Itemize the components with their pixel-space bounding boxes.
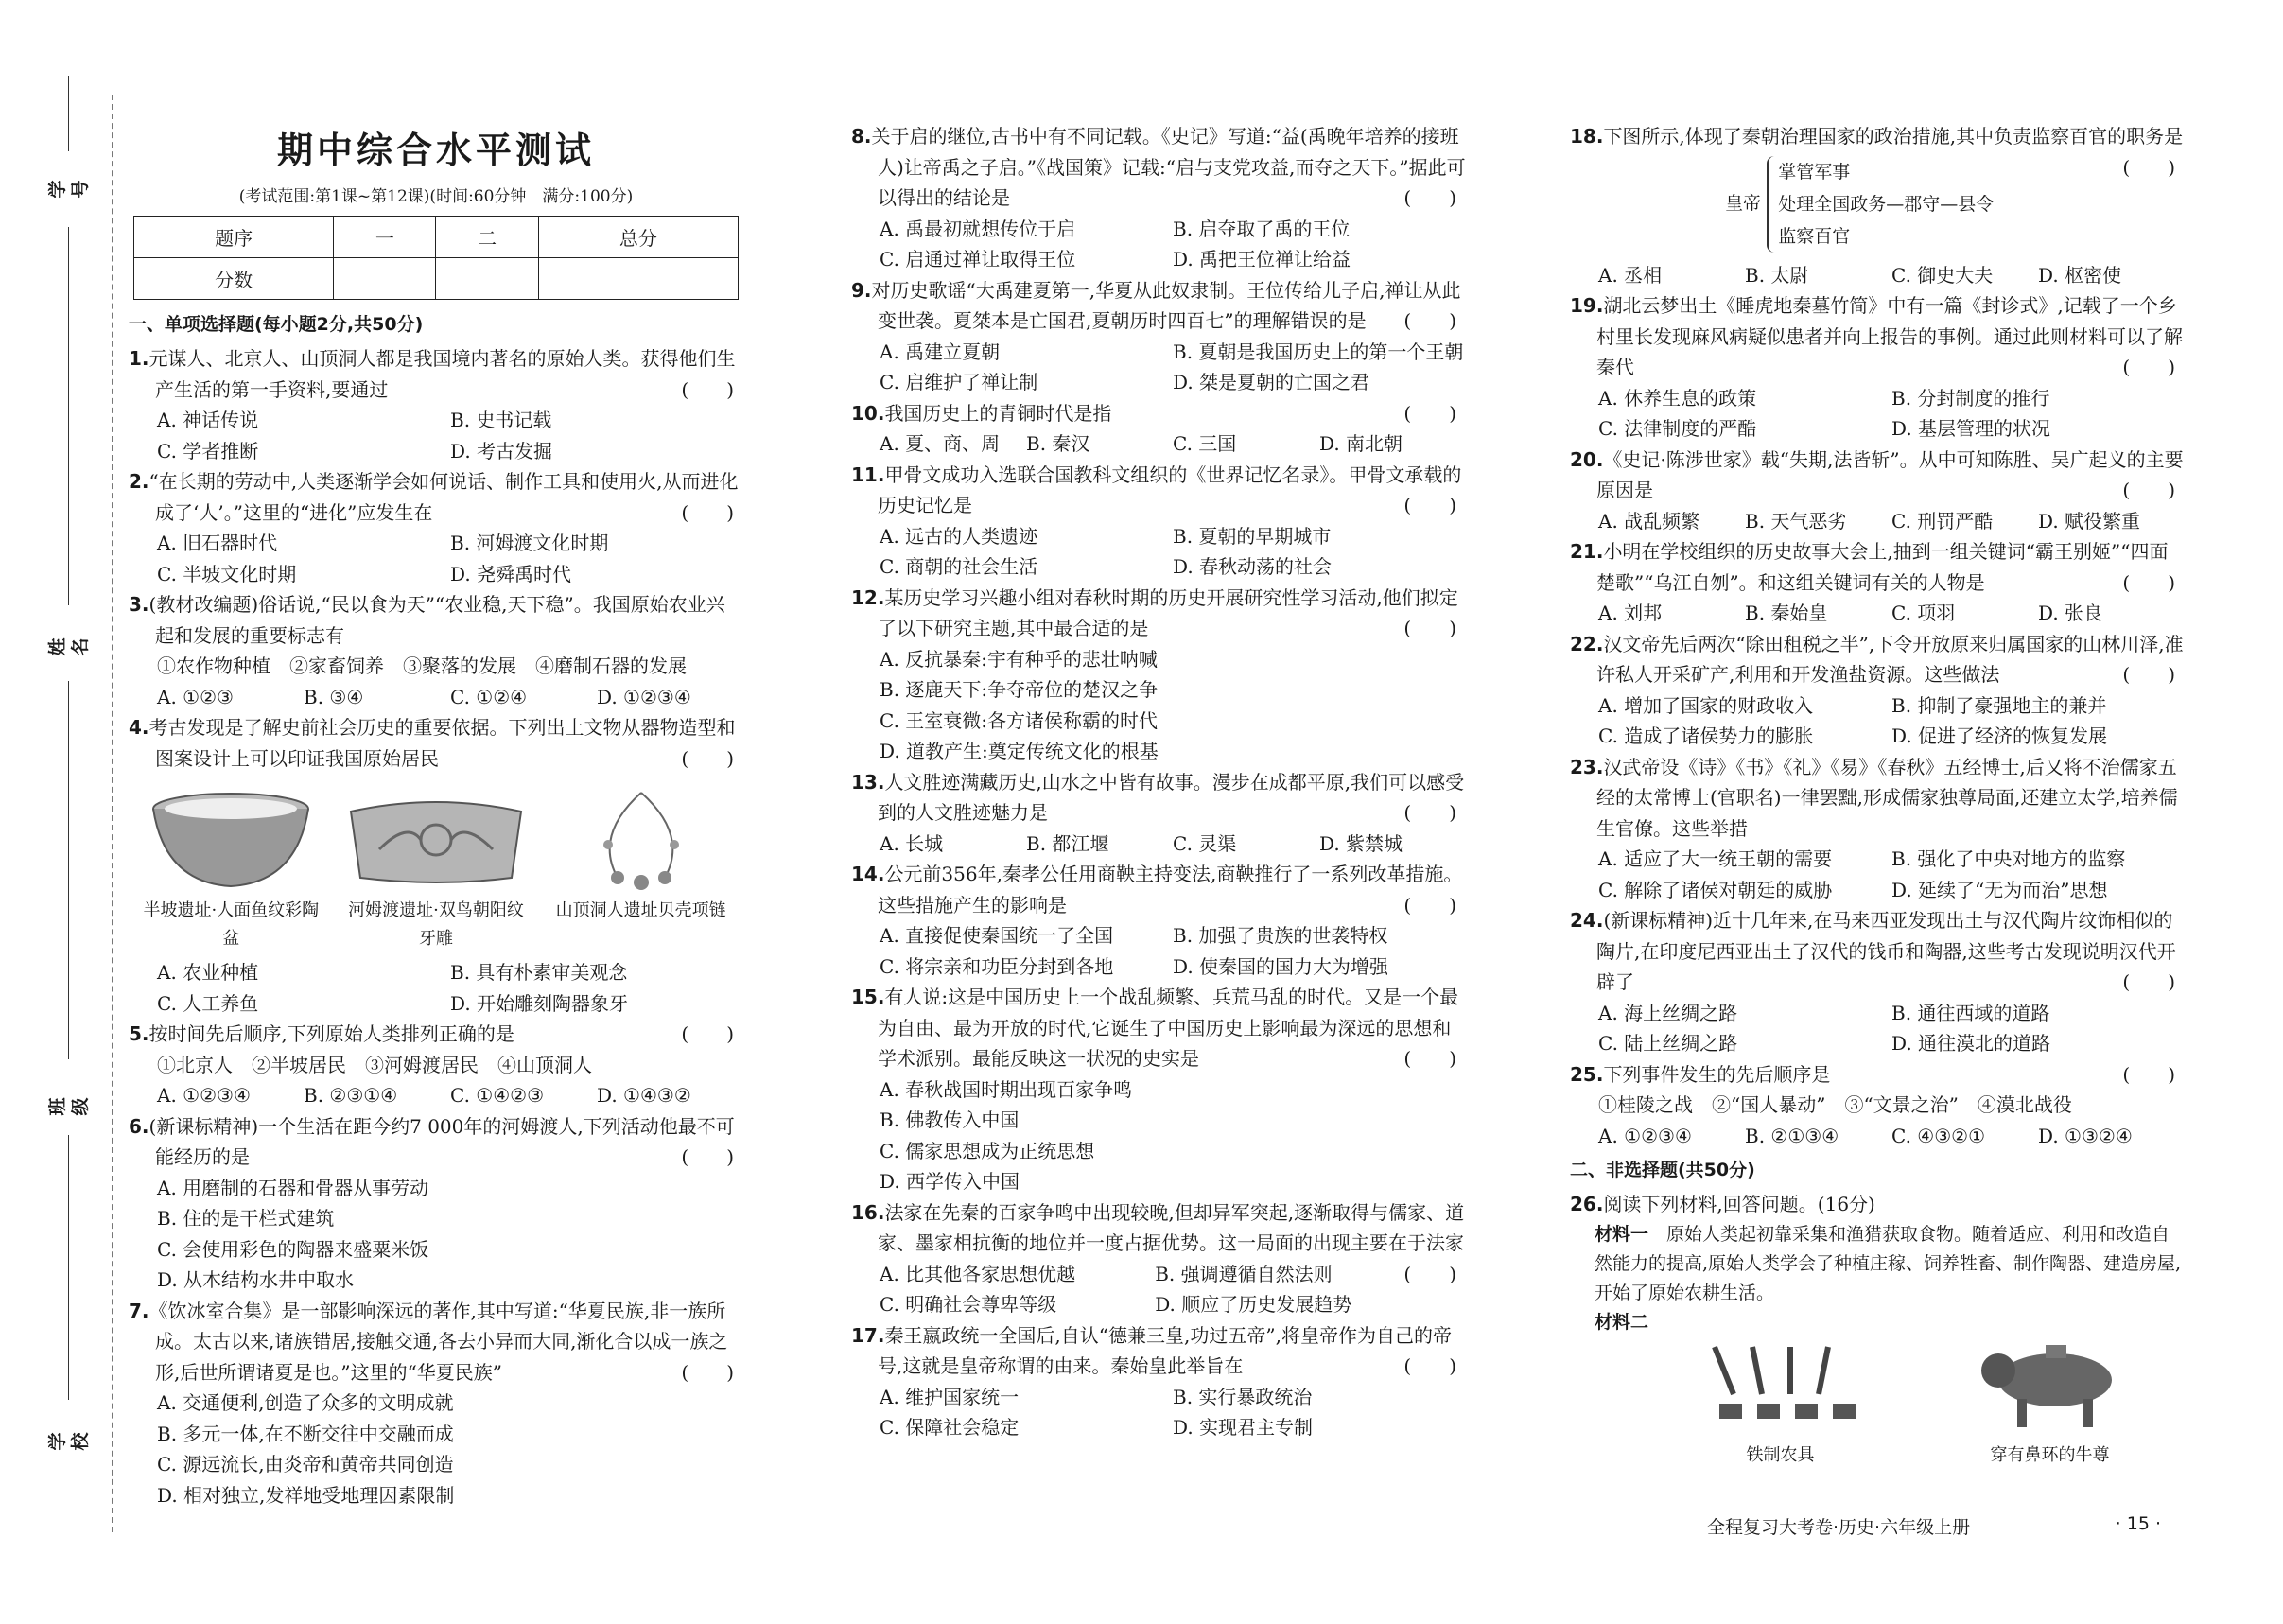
option[interactable]: A. 春秋战国时期出现百家争鸣 bbox=[880, 1077, 1133, 1101]
name-label: 姓名 bbox=[47, 637, 91, 656]
hierarchy-diagram bbox=[1570, 156, 2149, 253]
question bbox=[851, 460, 1466, 583]
score-cell: 分数 bbox=[134, 258, 334, 300]
question-stem: 秦王嬴政统一全国后,自认“德兼三皇,功过五帝”,将皇帝作为自己的帝号,这就是皇帝称谓的由来。秦始皇此举旨在 bbox=[878, 1323, 1452, 1377]
option[interactable]: A. ①②③④ bbox=[1598, 1124, 1692, 1147]
question-stem: 阅读下列材料,回答问题。(16分) bbox=[1603, 1193, 1875, 1215]
option[interactable]: A. 用磨制的石器和骨器从事劳动 bbox=[157, 1176, 429, 1199]
school-label: 学校 bbox=[47, 1432, 91, 1451]
question bbox=[1570, 629, 2185, 752]
option[interactable]: C. 半坡文化时期 bbox=[157, 562, 297, 585]
option[interactable]: B. 夏朝是我国历史上的第一个王朝 bbox=[1173, 340, 1464, 363]
question-number: 22. bbox=[1570, 632, 1604, 655]
answer-paren[interactable]: ( ) bbox=[681, 1022, 734, 1045]
question-stem: 小明在学校组织的历史故事大会上,抽到一组关键词“霸王别姬”“四面楚歌”“乌江自刎”。和这组关键词有关的人物是 bbox=[1596, 540, 2169, 594]
option[interactable]: D. 尧舜禹时代 bbox=[450, 562, 572, 585]
figure-painted-basin bbox=[136, 783, 325, 953]
question bbox=[851, 121, 1466, 275]
question-number: 12. bbox=[851, 585, 885, 609]
answer-paren[interactable]: ( ) bbox=[1403, 801, 1456, 824]
question-number: 16. bbox=[851, 1200, 885, 1224]
option[interactable]: B. 逐鹿天下:争夺帝位的楚汉之争 bbox=[880, 678, 1159, 701]
option[interactable]: B. 多元一体,在不断交往中交融而成 bbox=[157, 1422, 454, 1445]
question-stem: (新课标精神)一个生活在距今约7 000年的河姆渡人,下列活动他最不可能经历的是 bbox=[148, 1114, 735, 1168]
question-stem: 对历史歌谣“大禹建夏第一,华夏从此奴隶制。王位传给儿子启,禅让从此变世袭。夏桀本是亡国君,夏朝历时四百七”的理解错误的是 bbox=[871, 278, 1461, 332]
question bbox=[1570, 905, 2185, 1059]
question-number: 5. bbox=[129, 1022, 149, 1045]
option[interactable]: C. 灵渠 bbox=[1173, 831, 1237, 855]
option[interactable]: D. 紫禁城 bbox=[1319, 831, 1403, 855]
column-3 bbox=[1570, 121, 2185, 1470]
answer-paren[interactable]: ( ) bbox=[1403, 1047, 1456, 1070]
option[interactable]: C. ①④②③ bbox=[450, 1084, 545, 1107]
question-stem: 汉文帝先后两次“除田租税之半”,下令开放原来归属国家的山林川泽,准许私人开采矿产,利用和开发渔盐资源。这些做法 bbox=[1596, 632, 2184, 686]
question-number: 1. bbox=[129, 347, 149, 370]
option[interactable]: A. 远古的人类遗迹 bbox=[880, 524, 1038, 548]
answer-paren[interactable]: ( ) bbox=[2122, 356, 2175, 378]
question-stem: 湖北云梦出土《睡虎地秦墓竹简》中有一篇《封诊式》,记载了一个乡村里长发现麻风病疑似患者并向上报告的事例。通过此则材料可以了解秦代 bbox=[1596, 294, 2183, 378]
option[interactable]: B. 太尉 bbox=[1745, 263, 1809, 287]
question-number: 3. bbox=[129, 593, 149, 616]
option[interactable]: A. 禹最初就想传位于启 bbox=[880, 217, 1076, 240]
artifact-figures bbox=[129, 783, 743, 953]
question-number: 26. bbox=[1570, 1193, 1604, 1215]
option[interactable]: A. 夏、商、周 bbox=[880, 432, 1001, 455]
option[interactable]: D. 促进了经济的恢复发展 bbox=[1891, 725, 2108, 747]
option[interactable]: B. 河姆渡文化时期 bbox=[450, 532, 609, 554]
pottery-basin-icon bbox=[146, 788, 316, 892]
question bbox=[129, 589, 743, 712]
question bbox=[129, 712, 743, 1019]
option[interactable]: D. 枢密使 bbox=[2038, 263, 2122, 287]
option[interactable]: C. 将宗亲和功臣分封到各地 bbox=[880, 954, 1114, 978]
figure-caption: 穿有鼻环的牛尊 bbox=[1990, 1444, 2110, 1465]
question-number: 6. bbox=[129, 1114, 149, 1138]
option[interactable]: C. 项羽 bbox=[1891, 602, 1956, 624]
material-label: 材料一 bbox=[1595, 1223, 1649, 1245]
question bbox=[1570, 121, 2185, 290]
answer-paren[interactable]: ( ) bbox=[2122, 1062, 2175, 1086]
question-stem: 关于启的继位,古书中有不同记载。《史记》写道:“益(禹晚年培养的接班人)让帝禹之子启。”《战国策》记载:“启与支党攻益,而夺之天下。”据此可以得出的结论是 bbox=[871, 125, 1466, 209]
answer-paren[interactable]: ( ) bbox=[1403, 401, 1456, 425]
question-stem: 元谋人、北京人、山顶洞人都是我国境内著名的原始人类。获得他们生产生活的第一手资料,要通过 bbox=[148, 347, 736, 401]
answer-paren[interactable]: ( ) bbox=[2122, 970, 2175, 993]
option[interactable]: A. 反抗暴秦:宇有种乎的悲壮呐喊 bbox=[880, 647, 1158, 671]
option[interactable]: B. ②①③④ bbox=[1745, 1124, 1839, 1147]
answer-paren[interactable]: ( ) bbox=[1403, 186, 1456, 209]
answer-paren[interactable]: ( ) bbox=[1403, 1262, 1456, 1285]
option[interactable]: B. 夏朝的早期城市 bbox=[1173, 524, 1332, 548]
question-number: 11. bbox=[851, 463, 885, 486]
question-stem: 法家在先秦的百家争鸣中出现较晚,但却异军突起,逐渐取得与儒家、道家、墨家相抗衡的地位并一度占据优势。这一局面的出现主要在于法家 bbox=[878, 1200, 1465, 1254]
option[interactable]: C. 明确社会尊卑等级 bbox=[880, 1293, 1057, 1316]
option[interactable]: A. 神话传说 bbox=[157, 409, 259, 431]
option[interactable]: D. 禹把王位禅让给益 bbox=[1173, 248, 1351, 271]
figure-iron-tools bbox=[1686, 1337, 1875, 1470]
option[interactable]: D. 开始雕刻陶器象牙 bbox=[450, 991, 629, 1015]
option[interactable]: B. 强调遵循自然法则 bbox=[1155, 1262, 1333, 1285]
student-id-label: 学号 bbox=[47, 180, 91, 199]
exam-scope: (考试范围:第1课~第12课)(时间:60分钟 满分:100分) bbox=[238, 187, 634, 206]
necklace-icon bbox=[589, 788, 693, 892]
option[interactable]: B. 抑制了豪强地主的兼并 bbox=[1891, 693, 2107, 717]
option[interactable]: D. 延续了“无为而治”思想 bbox=[1891, 878, 2108, 901]
question-stem: (教材改编题)俗话说,“民以食为天”“农业稳,天下稳”。我国原始农业兴起和发展的重要标志有 bbox=[148, 593, 725, 647]
option[interactable]: D. ①③②④ bbox=[2038, 1124, 2133, 1147]
option[interactable]: D. 道教产生:奠定传统文化的根基 bbox=[880, 740, 1159, 762]
option[interactable]: D. 考古发掘 bbox=[450, 439, 553, 463]
question bbox=[851, 1197, 1466, 1320]
option[interactable]: A. 战乱频繁 bbox=[1598, 509, 1700, 533]
question bbox=[129, 1296, 743, 1511]
option[interactable]: B. 住的是干栏式建筑 bbox=[157, 1207, 335, 1230]
answer-paren[interactable]: ( ) bbox=[1403, 893, 1456, 917]
option[interactable]: D. 通往漠北的道路 bbox=[1891, 1032, 2051, 1055]
question-number: 14. bbox=[851, 863, 885, 885]
option[interactable]: C. 人工养鱼 bbox=[157, 991, 259, 1015]
book-title: 全程复习大考卷·历史·六年级上册 bbox=[1707, 1517, 1971, 1538]
figure-caption: 山顶洞人遗址贝壳项链 bbox=[555, 900, 726, 920]
question bbox=[129, 343, 743, 466]
question-stem: 人文胜迹满藏历史,山水之中皆有故事。漫步在成都平原,我们可以感受到的人文胜迹魅力是 bbox=[878, 770, 1465, 824]
question bbox=[129, 1019, 743, 1111]
option[interactable]: C. 刑罚严酷 bbox=[1891, 509, 1994, 533]
hierarchy-branch: 处理全国政务—郡守—县令 bbox=[1778, 193, 1995, 215]
score-input-cell[interactable] bbox=[334, 258, 436, 300]
score-cell: 题序 bbox=[134, 217, 334, 258]
class-line bbox=[68, 681, 69, 1059]
student-id-line bbox=[68, 76, 69, 151]
question-number: 2. bbox=[129, 470, 149, 493]
score-cell: 二 bbox=[436, 217, 538, 258]
answer-paren[interactable]: ( ) bbox=[681, 500, 734, 524]
question-number: 25. bbox=[1570, 1062, 1604, 1086]
binding-margin bbox=[0, 0, 142, 1624]
page-title: 期中综合水平测试 bbox=[276, 130, 595, 171]
option[interactable]: B. 加强了贵族的世袭特权 bbox=[1173, 924, 1388, 947]
option[interactable]: D. 实现君主专制 bbox=[1173, 1416, 1314, 1439]
cut-line bbox=[112, 95, 113, 1532]
question-stem: 有人说:这是中国历史上一个战乱频繁、兵荒马乱的时代。又是一个最为自由、最为开放的时代,它诞生了中国历史上影响最为深远的思想和学术派别。最能反映这一状况的史实是 bbox=[878, 986, 1459, 1070]
option[interactable]: B. 实行暴政统治 bbox=[1173, 1385, 1313, 1408]
question bbox=[1570, 1059, 2185, 1152]
material-one bbox=[1570, 1220, 2185, 1308]
question-26 bbox=[1570, 1189, 2185, 1470]
option[interactable]: B. 秦始皇 bbox=[1745, 602, 1828, 624]
option[interactable]: C. 学者推断 bbox=[157, 439, 259, 463]
bronze-ox-icon bbox=[1965, 1337, 2135, 1432]
option[interactable]: A. 丞相 bbox=[1598, 263, 1663, 287]
option[interactable]: C. 法律制度的严酷 bbox=[1598, 417, 1757, 440]
option[interactable]: C. 启维护了禅让制 bbox=[880, 371, 1038, 393]
page-number: · 15 · bbox=[2115, 1513, 2161, 1534]
score-table bbox=[133, 216, 739, 300]
option[interactable]: A. 禹建立夏朝 bbox=[880, 340, 1001, 363]
question-items: ①农作物种植 ②家畜饲养 ③聚落的发展 ④磨制石器的发展 bbox=[157, 655, 687, 677]
question-items: ①桂陵之战 ②“国人暴动” ③“文景之治” ④漠北战役 bbox=[1598, 1093, 2072, 1116]
answer-paren[interactable]: ( ) bbox=[681, 377, 734, 401]
question-number: 18. bbox=[1570, 125, 1604, 148]
option[interactable]: A. 比其他各家思想优越 bbox=[880, 1262, 1076, 1285]
answer-paren[interactable]: ( ) bbox=[681, 746, 734, 770]
question-stem: 汉武帝设《诗》《书》《礼》《易》《春秋》五经博士,后又将不治儒家五经的太常博士(官职名)一律罢黜,形成儒家独尊局面,还建立太学,培养儒生官僚。这些举措 bbox=[1596, 755, 2178, 840]
section-1-heading: 一、单项选择题(每小题2分,共50分) bbox=[129, 314, 424, 335]
section-2-heading: 二、非选择题(共50分) bbox=[1570, 1160, 1755, 1180]
question bbox=[851, 583, 1466, 767]
question-stem: 甲骨文成功入选联合国教科文组织的《世界记忆名录》。甲骨文承载的历史记忆是 bbox=[878, 463, 1462, 516]
hierarchy-branch: 掌管军事 bbox=[1778, 161, 1851, 183]
ivory-carving-icon bbox=[341, 793, 531, 887]
option[interactable]: C. ④③②① bbox=[1891, 1124, 1986, 1147]
option[interactable]: A. 休养生息的政策 bbox=[1598, 386, 1757, 410]
question-number: 17. bbox=[851, 1323, 885, 1347]
score-cell: 一 bbox=[334, 217, 436, 258]
question-stem: 下图所示,体现了秦朝治理国家的政治措施,其中负责监察百官的职务是 bbox=[1603, 125, 2184, 148]
question-stem: 公元前356年,秦孝公任用商鞅主持变法,商鞅推行了一系列改革措施。这些措施产生的影响是 bbox=[878, 863, 1463, 917]
option[interactable]: A. 增加了国家的财政收入 bbox=[1598, 693, 1814, 717]
question bbox=[851, 859, 1466, 982]
figure-shell-necklace bbox=[547, 783, 736, 953]
hierarchy-root: 皇帝 bbox=[1725, 193, 1762, 215]
material-text: 原始人类起初靠采集和渔猎获取食物。随着适应、利用和改造自然能力的提高,原始人类学会了种植庄稼、饲养牲畜、制作陶器、建造房屋,开始了原始农耕生活。 bbox=[1595, 1223, 2182, 1303]
hierarchy-branch: 监察百官 bbox=[1778, 225, 1851, 247]
option[interactable]: B. 分封制度的推行 bbox=[1891, 386, 2050, 410]
option[interactable]: B. 强化了中央对地方的监察 bbox=[1891, 847, 2126, 870]
figure-ox-zun bbox=[1956, 1337, 2145, 1470]
question-number: 15. bbox=[851, 986, 885, 1008]
option[interactable]: D. 春秋动荡的社会 bbox=[1173, 555, 1333, 578]
question-stem: 某历史学习兴趣小组对春秋时期的历史开展研究性学习活动,他们拟定了以下研究主题,其中最合适的是 bbox=[878, 585, 1458, 639]
material-two-figures bbox=[1570, 1337, 2185, 1470]
question-number: 24. bbox=[1570, 909, 1604, 932]
answer-paren[interactable]: ( ) bbox=[1403, 309, 1456, 332]
question-stem: 《史记·陈涉世家》载“失期,法皆斩”。从中可知陈胜、吴广起义的主要原因是 bbox=[1596, 447, 2184, 501]
option[interactable]: D. ①②③④ bbox=[597, 685, 691, 708]
option[interactable]: D. 基层管理的状况 bbox=[1891, 417, 2051, 440]
option[interactable]: B. ②③①④ bbox=[304, 1084, 398, 1107]
option[interactable]: D. 张良 bbox=[2038, 602, 2103, 624]
material-label: 材料二 bbox=[1595, 1311, 1649, 1333]
question-stem: 我国历史上的青铜时代是指 bbox=[884, 401, 1112, 425]
answer-paren[interactable]: ( ) bbox=[2122, 479, 2175, 501]
option[interactable]: A. 直接促使秦国统一了全国 bbox=[880, 924, 1114, 947]
answer-paren[interactable]: ( ) bbox=[2122, 570, 2175, 594]
figure-ivory-carving bbox=[341, 783, 531, 953]
option[interactable]: B. 都江堰 bbox=[1026, 831, 1109, 855]
option[interactable]: C. 启通过禅让取得王位 bbox=[880, 248, 1076, 271]
school-line bbox=[68, 1135, 69, 1400]
column-2 bbox=[851, 121, 1466, 1443]
option[interactable]: D. 相对独立,发祥地受地理因素限制 bbox=[157, 1483, 455, 1507]
column-1 bbox=[129, 114, 743, 1510]
figure-caption: 河姆渡遗址·双鸟朝阳纹牙雕 bbox=[348, 900, 524, 949]
option[interactable]: B. 启夺取了禹的王位 bbox=[1173, 217, 1351, 240]
option[interactable]: C. 御史大夫 bbox=[1891, 263, 1994, 287]
question bbox=[129, 466, 743, 589]
question-number: 10. bbox=[851, 401, 885, 425]
option[interactable]: D. ①④③② bbox=[597, 1084, 691, 1107]
question-number: 9. bbox=[851, 278, 872, 302]
option[interactable]: B. 秦汉 bbox=[1026, 432, 1090, 455]
option[interactable]: B. 具有朴素审美观念 bbox=[450, 961, 628, 984]
figure-caption: 半坡遗址·人面鱼纹彩陶盆 bbox=[143, 900, 320, 949]
option[interactable]: A. 维护国家统一 bbox=[880, 1385, 1020, 1408]
question-stem: 下列事件发生的先后顺序是 bbox=[1603, 1062, 1831, 1086]
page-footer bbox=[1707, 1513, 2161, 1539]
option[interactable]: C. ①②④ bbox=[450, 685, 528, 708]
question bbox=[1570, 536, 2185, 629]
option[interactable]: A. 长城 bbox=[880, 831, 944, 855]
question-stem: 考古发现是了解史前社会历史的重要依据。下列出土文物从器物造型和图案设计上可以印证我国原始居民 bbox=[148, 716, 736, 770]
option[interactable]: D. 赋役繁重 bbox=[2038, 509, 2141, 533]
option[interactable]: C. 儒家思想成为正统思想 bbox=[880, 1139, 1095, 1162]
question-stem: (新课标精神)近十几年来,在马来西亚发现出土与汉代陶片纹饰相似的陶片,在印度尼西亚出土了汉代的钱币和陶器,这些考古发现说明汉代开辟了 bbox=[1596, 909, 2176, 993]
question-number: 4. bbox=[129, 716, 149, 739]
answer-paren[interactable]: ( ) bbox=[2122, 663, 2175, 686]
question-stem: 按时间先后顺序,下列原始人类排列正确的是 bbox=[148, 1022, 514, 1045]
question-number: 21. bbox=[1570, 540, 1604, 563]
option[interactable]: A. ①②③④ bbox=[157, 1084, 251, 1107]
answer-paren[interactable]: ( ) bbox=[1403, 1354, 1456, 1377]
option[interactable]: A. 海上丝绸之路 bbox=[1598, 1001, 1738, 1024]
material-two bbox=[1570, 1308, 2185, 1337]
question-number: 7. bbox=[129, 1299, 149, 1322]
question bbox=[851, 1320, 1466, 1443]
option[interactable]: D. 桀是夏朝的亡国之君 bbox=[1173, 371, 1370, 393]
question-number: 13. bbox=[851, 770, 885, 794]
option[interactable]: A. ①②③ bbox=[157, 685, 234, 708]
option[interactable]: C. 商朝的社会生活 bbox=[880, 555, 1038, 578]
question-number: 19. bbox=[1570, 294, 1604, 317]
question-stem: 《饮冰室合集》是一部影响深远的著作,其中写道:“华夏民族,非一族所成。太古以来,诸族错居,接触交通,各去小异而大同,渐化合以成一族之形,后世所谓诸夏是也。”这里的“华夏民族” bbox=[148, 1299, 728, 1384]
answer-paren[interactable]: ( ) bbox=[1403, 617, 1456, 639]
option[interactable]: B. 天气恶劣 bbox=[1745, 509, 1847, 533]
answer-paren[interactable]: ( ) bbox=[681, 1145, 734, 1168]
name-line bbox=[68, 227, 69, 605]
question bbox=[851, 982, 1466, 1197]
option[interactable]: C. 三国 bbox=[1173, 432, 1237, 455]
option[interactable]: C. 王室衰微:各方诸侯称霸的时代 bbox=[880, 708, 1159, 732]
option[interactable]: A. 旧石器时代 bbox=[157, 532, 278, 554]
score-cell: 总分 bbox=[538, 217, 738, 258]
option[interactable]: B. 史书记载 bbox=[450, 409, 552, 431]
option[interactable]: B. ③④ bbox=[304, 685, 364, 708]
option[interactable]: A. 交通便利,创造了众多的文明成就 bbox=[157, 1391, 454, 1414]
question-number: 8. bbox=[851, 125, 872, 148]
score-input-cell[interactable] bbox=[538, 258, 738, 300]
question bbox=[1570, 290, 2185, 445]
option[interactable]: D. 西学传入中国 bbox=[880, 1170, 1020, 1193]
option[interactable]: D. 使秦国的国力大为增强 bbox=[1173, 954, 1389, 978]
answer-paren[interactable]: ( ) bbox=[1403, 494, 1456, 516]
option[interactable]: A. 农业种植 bbox=[157, 961, 259, 984]
question-number: 20. bbox=[1570, 447, 1604, 471]
option[interactable]: C. 解除了诸侯对朝廷的威胁 bbox=[1598, 878, 1833, 901]
question bbox=[1570, 445, 2185, 537]
option[interactable]: C. 会使用彩色的陶器来盛粟米饭 bbox=[157, 1237, 429, 1261]
option[interactable]: C. 保障社会稳定 bbox=[880, 1416, 1020, 1439]
answer-paren[interactable]: ( ) bbox=[2122, 155, 2175, 179]
score-input-cell[interactable] bbox=[436, 258, 538, 300]
option[interactable]: D. 从木结构水井中取水 bbox=[157, 1268, 355, 1291]
option[interactable]: B. 佛教传入中国 bbox=[880, 1109, 1020, 1131]
class-label: 班级 bbox=[47, 1097, 91, 1116]
question bbox=[851, 767, 1466, 860]
question bbox=[1570, 752, 2185, 906]
figure-caption: 铁制农具 bbox=[1746, 1444, 1815, 1465]
question bbox=[851, 398, 1466, 460]
option[interactable]: B. 通往西域的道路 bbox=[1891, 1001, 2050, 1024]
question-number: 23. bbox=[1570, 755, 1604, 778]
option[interactable]: C. 造成了诸侯势力的膨胀 bbox=[1598, 725, 1814, 747]
question bbox=[851, 275, 1466, 398]
question-items: ①北京人 ②半坡居民 ③河姆渡居民 ④山顶洞人 bbox=[157, 1053, 592, 1076]
answer-paren[interactable]: ( ) bbox=[681, 1360, 734, 1384]
question-stem: “在长期的劳动中,人类逐渐学会如何说话、制作工具和使用火,从而进化成了‘人’。”这里的“进化”应发生在 bbox=[148, 470, 739, 524]
option[interactable]: C. 源远流长,由炎帝和黄帝共同创造 bbox=[157, 1453, 454, 1476]
option[interactable]: D. 顺应了历史发展趋势 bbox=[1155, 1293, 1352, 1316]
option[interactable]: C. 陆上丝绸之路 bbox=[1598, 1032, 1738, 1055]
option[interactable]: A. 刘邦 bbox=[1598, 602, 1663, 624]
iron-tools-icon bbox=[1696, 1337, 1866, 1432]
question bbox=[129, 1111, 743, 1296]
option[interactable]: A. 适应了大一统王朝的需要 bbox=[1598, 847, 1833, 870]
option[interactable]: D. 南北朝 bbox=[1319, 432, 1403, 455]
